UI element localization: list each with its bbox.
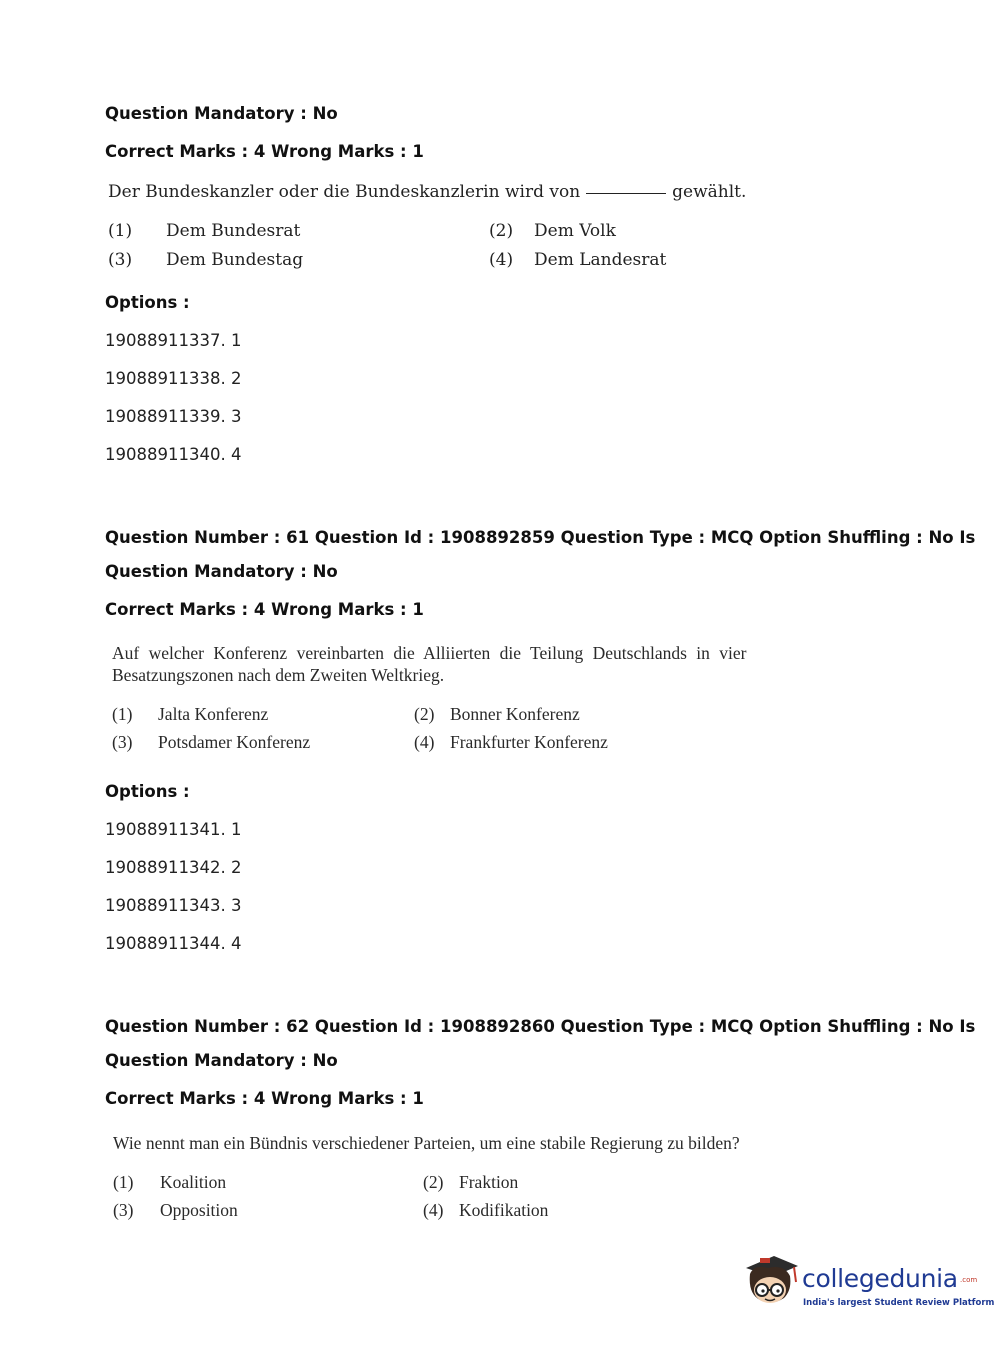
q62-choice-4-num: (4) xyxy=(423,1200,444,1220)
q60-option-1: 19088911337. 1 xyxy=(105,331,242,350)
q60-choice-1-num: (1) xyxy=(108,221,133,241)
logo-name: collegedunia xyxy=(802,1264,958,1293)
q61-option-1: 19088911341. 1 xyxy=(105,820,242,839)
q61-option-3: 19088911343. 3 xyxy=(105,896,242,915)
q61-option-2: 19088911342. 2 xyxy=(105,858,242,877)
q61-options-label: Options : xyxy=(105,782,190,801)
q60-option-4: 19088911340. 4 xyxy=(105,445,242,464)
q60-option-2: 19088911338. 2 xyxy=(105,369,242,388)
q61-choice-2-num: (2) xyxy=(414,704,435,724)
q60-question-text xyxy=(108,182,746,202)
q62-header: Question Number : 62 Question Id : 1908892860 Question Type : MCQ Option Shuffling : No Is xyxy=(105,1017,976,1036)
logo-domain: .com xyxy=(960,1276,978,1284)
q62-choice-1-text: Koalition xyxy=(160,1172,227,1192)
q62-choice-2-num: (2) xyxy=(423,1172,444,1192)
q60-text-before: Der Bundeskanzler oder die Bundeskanzlerin wird von xyxy=(108,182,581,202)
q62-choice-4-text: Kodifikation xyxy=(459,1200,549,1220)
logo-tagline: India's largest Student Review Platform xyxy=(803,1298,995,1308)
q61-question-line-2: Besatzungszonen nach dem Zweiten Weltkrieg. xyxy=(112,665,445,685)
q61-mandatory: Question Mandatory : No xyxy=(105,562,338,581)
q61-question-line-1: Auf welcher Konferenz vereinbarten die Alliierten die Teilung Deutschlands in vier xyxy=(112,643,747,663)
q60-options-label: Options : xyxy=(105,293,190,312)
q61-choice-4-num: (4) xyxy=(414,732,435,752)
q60-choice-3-num: (3) xyxy=(108,250,133,270)
q62-mandatory: Question Mandatory : No xyxy=(105,1051,338,1070)
q61-choice-3-text: Potsdamer Konferenz xyxy=(158,732,311,752)
q62-choice-1-num: (1) xyxy=(113,1172,134,1192)
q61-choice-1-num: (1) xyxy=(112,704,133,724)
q61-choice-3-num: (3) xyxy=(112,732,133,752)
q62-marks: Correct Marks : 4 Wrong Marks : 1 xyxy=(105,1089,424,1108)
q60-choice-2-num: (2) xyxy=(489,221,514,241)
q61-choice-2-text: Bonner Konferenz xyxy=(450,704,580,724)
q60-text-after: gewählt. xyxy=(672,182,747,202)
q60-mandatory: Question Mandatory : No xyxy=(105,104,338,123)
q61-header: Question Number : 61 Question Id : 1908892859 Question Type : MCQ Option Shuffling : No Is xyxy=(105,528,976,547)
q60-choice-3-text: Dem Bundestag xyxy=(166,250,304,270)
q60-choice-4-num: (4) xyxy=(489,250,514,270)
q62-question-text: Wie nennt man ein Bündnis verschiedener Parteien, um eine stabile Regierung zu bilden? xyxy=(113,1133,740,1153)
q61-marks: Correct Marks : 4 Wrong Marks : 1 xyxy=(105,600,424,619)
q62-choice-2-text: Fraktion xyxy=(459,1172,519,1192)
q61-choice-4-text: Frankfurter Konferenz xyxy=(450,732,608,752)
q60-option-3: 19088911339. 3 xyxy=(105,407,242,426)
q60-choice-2-text: Dem Volk xyxy=(534,221,616,241)
q60-marks: Correct Marks : 4 Wrong Marks : 1 xyxy=(105,142,424,161)
q62-choice-3-num: (3) xyxy=(113,1200,134,1220)
q60-choice-1-text: Dem Bundesrat xyxy=(166,221,301,241)
q60-choice-4-text: Dem Landesrat xyxy=(534,250,667,270)
q61-option-4: 19088911344. 4 xyxy=(105,934,242,953)
student-mascot-icon xyxy=(740,1250,802,1312)
q60-blank xyxy=(586,193,666,194)
q61-choice-1-text: Jalta Konferenz xyxy=(158,704,269,724)
q62-choice-3-text: Opposition xyxy=(160,1200,238,1220)
